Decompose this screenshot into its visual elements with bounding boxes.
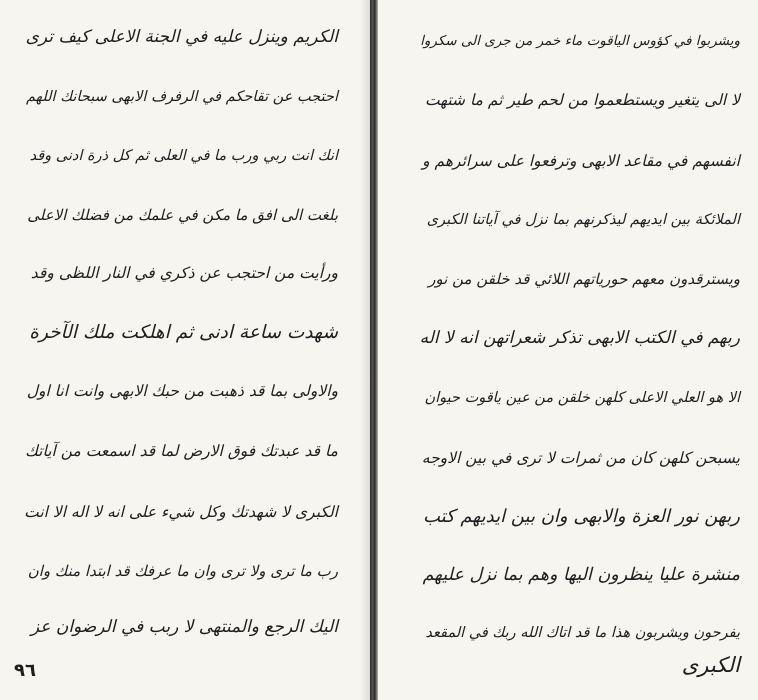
text-line: ربهن نور العزة والابهى وان بين ايديهم كتب [422,506,740,527]
text-line: منشرة عليا ينظرون اليها وهم بما نزل عليهم [422,565,740,585]
text-line: بلغت الى افق ما مكن في علمك من فضلك الاعلى [27,206,338,224]
text-line: انك انت ربي ورب ما في العلى ثم كل ذرة ادنى وقد [29,148,338,164]
text-line: يسبحن كلهن كان من ثمرات لا ترى في بين الاوجه [421,449,740,467]
text-line: ويسترقدون معهم حورياتهم اللائي قد خلقن من نور [428,270,740,288]
right-page [378,0,758,700]
text-line: انفسهم في مقاعد الابهى وترفعوا على سرائرهم و [422,152,740,170]
text-line: الكبرى لا شهدتك وكل شيء على انه لا اله الا انت [24,503,338,521]
text-line: رب ما ترى ولا ترى وان ما عرفك قد ابتدا منك وان [27,562,338,580]
text-line: الملائكة بين ايديهم ليذكرنهم بما نزل في آياتنا الكبرى [426,212,740,228]
text-line: اليك الرجع والمنتهى لا ربب في الرضوان عز [30,617,338,637]
text-line: ما قد عبدتك فوق الارض لما قد اسمعت من آياتك [25,442,338,460]
text-line: لا الى يتغير ويستطعموا من لحم طير ثم ما شتهت [425,91,740,109]
text-line: شهدت ساعة ادنى ثم اهلكت ملك الآخرة [29,322,338,343]
text-line: الكريم وينزل عليه في الجنة الاعلى كيف ترى [25,27,338,47]
page-edge-shadow [360,0,370,700]
text-line: ربهم في الكتب الابهى تذكر شعراتهن انه لا اله [419,328,740,348]
text-line: والاولى بما قد ذهبت من حبك الابهى وانت انا اول [26,382,338,400]
text-line: الكبرى [681,653,740,677]
book-gutter [370,0,378,700]
text-line: احتجب عن تقاحكم في الرفرف الابهى سبحانك اللهم [26,89,338,105]
text-line: يفرحون ويشربون هذا ما قد اتاك الله ربك في المقعد [425,625,740,641]
text-line: الا هو العلي الاعلى كلهن خلقن من عين ياقوت حيوان [424,390,740,406]
text-line: ورأيت من احتجب عن ذكري في النار اللظى وقد [30,264,338,282]
page-number: ٩٦ [14,660,36,681]
left-page [0,0,370,700]
text-line: ويشربوا في كؤوس الياقوت ماء خمر من جرى الى سكروا [420,33,740,49]
